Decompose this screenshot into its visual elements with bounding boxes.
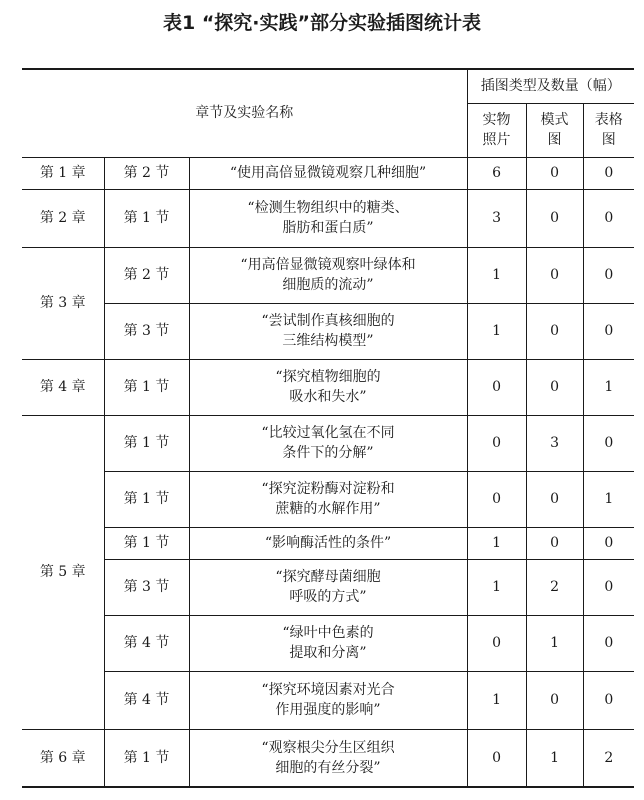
model-count: 3 — [526, 415, 583, 471]
experiment-name-line: “尝试制作真核细胞的 — [261, 313, 395, 329]
experiment-name-line: 提取和分离” — [289, 645, 367, 661]
chapter-cell: 第 1 章 — [22, 157, 104, 189]
header-model-line2: 图 — [547, 132, 562, 148]
photo-count: 0 — [467, 615, 526, 671]
experiment-name-line: “探究酵母菌细胞 — [275, 569, 381, 585]
header-photo-line1: 实物 — [482, 112, 511, 128]
model-count: 0 — [526, 303, 583, 359]
table-count: 0 — [583, 415, 634, 471]
photo-count: 1 — [467, 671, 526, 729]
table-count: 1 — [583, 359, 634, 415]
section-cell: 第 3 节 — [104, 559, 189, 615]
table-count: 0 — [583, 671, 634, 729]
header-table-line1: 表格 — [594, 112, 623, 128]
experiment-name — [189, 415, 467, 471]
section-cell: 第 3 节 — [104, 303, 189, 359]
photo-count: 6 — [467, 157, 526, 189]
experiment-name — [189, 189, 467, 247]
header-table — [583, 103, 634, 157]
statistics-table — [22, 68, 634, 788]
experiment-name — [189, 559, 467, 615]
table-count: 0 — [583, 247, 634, 303]
section-cell: 第 2 节 — [104, 247, 189, 303]
photo-count: 1 — [467, 247, 526, 303]
table-count: 1 — [583, 471, 634, 527]
table-count: 0 — [583, 615, 634, 671]
header-model — [526, 103, 583, 157]
header-photo — [467, 103, 526, 157]
model-count: 1 — [526, 729, 583, 787]
experiment-name-line: “探究环境因素对光合 — [261, 682, 395, 698]
header-photo-line2: 照片 — [482, 132, 511, 148]
model-count: 0 — [526, 359, 583, 415]
photo-count: 0 — [467, 359, 526, 415]
model-count: 1 — [526, 615, 583, 671]
table-count: 0 — [583, 559, 634, 615]
section-cell: 第 1 节 — [104, 359, 189, 415]
section-cell: 第 1 节 — [104, 527, 189, 559]
model-count: 0 — [526, 157, 583, 189]
section-cell: 第 1 节 — [104, 415, 189, 471]
photo-count: 1 — [467, 303, 526, 359]
header-name-column: 章节及实验名称 — [22, 69, 467, 157]
experiment-name — [189, 729, 467, 787]
experiment-name — [189, 247, 467, 303]
experiment-name-line: 呼吸的方式” — [289, 589, 367, 605]
section-cell: 第 1 节 — [104, 729, 189, 787]
experiment-name-line: 吸水和失水” — [289, 389, 367, 405]
photo-count: 0 — [467, 729, 526, 787]
experiment-name — [189, 359, 467, 415]
experiment-name-line: “探究淀粉酶对淀粉和 — [261, 481, 395, 497]
experiment-name-line: “用高倍显微镜观察叶绿体和 — [240, 257, 416, 273]
experiment-name-line: 三维结构模型” — [282, 333, 374, 349]
model-count: 0 — [526, 471, 583, 527]
experiment-name — [189, 471, 467, 527]
photo-count: 1 — [467, 559, 526, 615]
chapter-cell: 第 6 章 — [22, 729, 104, 787]
experiment-name-line: “比较过氧化氢在不同 — [261, 425, 395, 441]
experiment-name — [189, 527, 467, 559]
experiment-name-line: “绿叶中色素的 — [282, 625, 374, 641]
experiment-name-line: “探究植物细胞的 — [275, 369, 381, 385]
section-cell: 第 1 节 — [104, 471, 189, 527]
photo-count: 0 — [467, 471, 526, 527]
experiment-name-line: 脂肪和蛋白质” — [282, 220, 374, 236]
model-count: 2 — [526, 559, 583, 615]
photo-count: 0 — [467, 415, 526, 471]
section-cell: 第 1 节 — [104, 189, 189, 247]
experiment-name-line: 作用强度的影响” — [275, 702, 381, 718]
chapter-cell: 第 4 章 — [22, 359, 104, 415]
experiment-name-line: 蔗糖的水解作用” — [275, 501, 381, 517]
photo-count: 3 — [467, 189, 526, 247]
experiment-name — [189, 671, 467, 729]
chapter-cell: 第 2 章 — [22, 189, 104, 247]
table-count: 0 — [583, 157, 634, 189]
photo-count: 1 — [467, 527, 526, 559]
experiment-name-line: “使用高倍显微镜观察几种细胞” — [229, 165, 427, 181]
section-cell: 第 4 节 — [104, 615, 189, 671]
model-count: 0 — [526, 189, 583, 247]
header-model-line1: 模式 — [540, 112, 569, 128]
experiment-name — [189, 615, 467, 671]
experiment-name — [189, 157, 467, 189]
model-count: 0 — [526, 247, 583, 303]
experiment-name-line: “检测生物组织中的糖类、 — [247, 200, 409, 216]
chapter-cell: 第 5 章 — [22, 415, 104, 729]
table-title: 表1 “探究·实践”部分实验插图统计表 — [162, 12, 482, 34]
chapter-cell: 第 3 章 — [22, 247, 104, 359]
header-type-group: 插图类型及数量（幅） — [467, 69, 634, 103]
experiment-name-line: 细胞质的流动” — [282, 277, 374, 293]
model-count: 0 — [526, 671, 583, 729]
table-count: 0 — [583, 527, 634, 559]
experiment-name-line: 细胞的有丝分裂” — [275, 759, 381, 776]
table-count: 0 — [583, 303, 634, 359]
experiment-name-line: 条件下的分解” — [282, 445, 374, 461]
header-table-line2: 图 — [601, 132, 616, 148]
section-cell: 第 4 节 — [104, 671, 189, 729]
experiment-name — [189, 303, 467, 359]
model-count: 0 — [526, 527, 583, 559]
table-count: 0 — [583, 189, 634, 247]
section-cell: 第 2 节 — [104, 157, 189, 189]
experiment-name-line: “观察根尖分生区组织 — [261, 739, 395, 756]
table-count: 2 — [583, 729, 634, 787]
experiment-name-line: “影响酶活性的条件” — [264, 535, 392, 551]
